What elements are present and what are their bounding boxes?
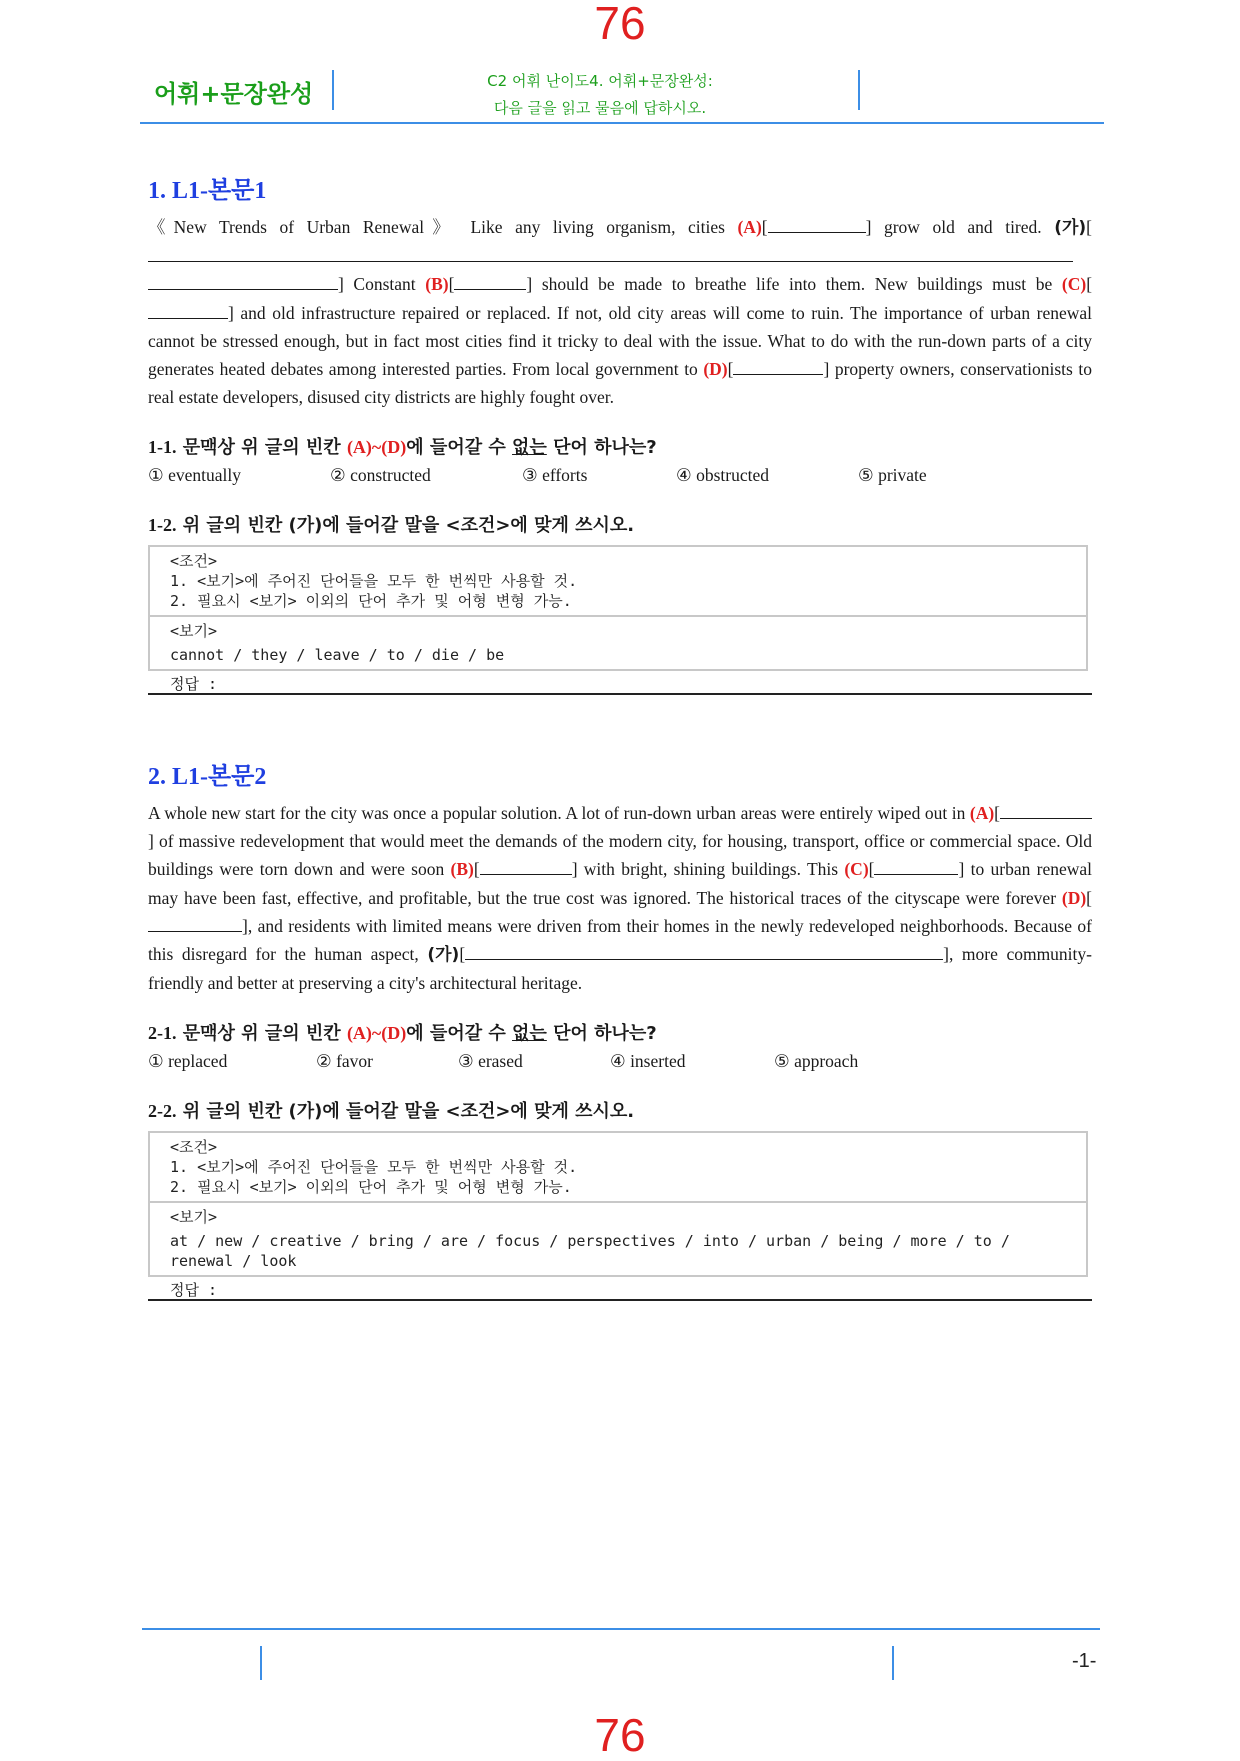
blank-d — [148, 913, 242, 932]
blank-ga — [465, 941, 943, 960]
section-1-title: 1. L1-본문1 — [148, 178, 267, 204]
question-text: 위 글의 빈칸 — [176, 515, 289, 537]
question-emphasis: 없는 — [512, 437, 547, 459]
question-text: 에 들어갈 수 — [406, 437, 513, 459]
choice-5[interactable]: ⑤ approach — [774, 1051, 859, 1072]
question-text: 에 들어갈 말을 <조건>에 맞게 쓰시오. — [322, 1101, 635, 1123]
answer-line-1[interactable]: 정답 : — [148, 671, 1092, 695]
blank-c — [874, 856, 958, 875]
question-ga: (가) — [288, 1101, 323, 1123]
passage-text: A whole new start for the city was once a popular solution. A lot of run-down urban areas were entirely wiped out in — [148, 803, 970, 823]
choice-3[interactable]: ③ efforts — [522, 465, 588, 486]
blank-d — [733, 356, 823, 375]
page-number-top: 76 — [594, 0, 646, 49]
blank-ga — [148, 271, 338, 290]
blank-label-ga: (가) — [427, 945, 460, 966]
passage-text: of massive redevelopment that would meet the demands of the modern city, for housing, transport, office or commercial space. Old buildings were torn down and were soon — [148, 831, 1092, 880]
blank-b — [480, 856, 572, 875]
blank-label-b: (B) — [450, 859, 474, 880]
blank-a — [768, 214, 866, 233]
bogi-section — [150, 1201, 1086, 1275]
question-text: 에 들어갈 말을 <조건>에 맞게 쓰시오. — [322, 515, 635, 537]
question-text: 에 들어갈 수 — [406, 1023, 513, 1045]
question-2-2 — [148, 1097, 1092, 1123]
question-number: 1-2. — [148, 515, 177, 536]
header-rule — [140, 122, 1104, 124]
footer-rule — [142, 1628, 1100, 1630]
header-divider-right — [858, 70, 860, 110]
question-1-2 — [148, 511, 1092, 537]
bogi-label: <보기> — [170, 622, 218, 641]
section-1-passage: 《New Trends of Urban Renewal》 Like any living organism, cities (A)[ ] grow old and tired. (가)[] Constant (B)[ ] should be made to breathe life into them. New buildings must be (C)[] and old infrastructure repaired or replaced. If not, old city areas will come to ruin. The importance of urban renewal cannot be stressed enough, but in fact most cities find it tricky to deal with the issue. What to do with the run-down parts of a city generates heated debates among interested parties. From local government to (D)[ ] property owners, conservationists to real estate developers, disused city districts are highly fought over. — [148, 213, 1092, 411]
choice-1[interactable]: ① eventually — [148, 465, 241, 486]
question-text: 문맥상 위 글의 빈칸 — [176, 437, 347, 459]
question-range: (A)~(D) — [346, 1023, 407, 1044]
passage-text: and old infrastructure repaired or replaced. If not, old city areas will come to ruin. The importance of urban renewal cannot be stressed enough, but in fact most cities find it tricky to deal with the issue. What to do with the run-down parts of a city generates heated debates among interested parties. From local government to — [148, 302, 1092, 380]
question-ga: (가) — [288, 515, 323, 537]
page-number-bottom: 76 — [594, 1709, 646, 1761]
blank-b — [454, 271, 526, 290]
passage-text: Constant — [343, 274, 426, 295]
question-number: 1-1. — [148, 437, 177, 458]
condition-label: <조건> — [170, 1138, 218, 1157]
bogi-section — [150, 615, 1086, 669]
question-2-1 — [148, 1019, 1092, 1045]
choice-1[interactable]: ① replaced — [148, 1051, 228, 1072]
condition-2: 2. 필요시 <보기> 이외의 단어 추가 및 어형 변형 가능. — [170, 592, 572, 611]
bogi-words: cannot / they / leave / to / die / be — [170, 646, 505, 665]
condition-1: 1. <보기>에 주어진 단어들을 모두 한 번씩만 사용할 것. — [170, 572, 578, 591]
passage-text: to urban renewal may have been fast, effective, and profitable, but the true cost was ignored. The historical traces of the cityscape were forever — [148, 859, 1092, 908]
condition-label: <조건> — [170, 552, 218, 571]
choice-4[interactable]: ④ obstructed — [676, 465, 769, 486]
condition-1: 1. <보기>에 주어진 단어들을 모두 한 번씩만 사용할 것. — [170, 1158, 578, 1177]
choice-2[interactable]: ② constructed — [330, 465, 431, 486]
blank-label-c: (C) — [844, 859, 869, 880]
condition-box-2 — [148, 1131, 1088, 1277]
choice-4[interactable]: ④ inserted — [610, 1051, 686, 1072]
passage-text: , and residents with limited means were driven from their homes in the newly redeveloped neighborhoods. Because of this disregard for the human aspect, — [148, 915, 1092, 965]
blank-label-c: (C) — [1061, 274, 1087, 295]
section-2-passage: A whole new start for the city was once a popular solution. A lot of run-down urban areas were entirely wiped out in (A)[] of massive redevelopment that would meet the demands of the modern city, for housing, transport, office or commercial space. Old buildings were torn down and were soon (B)[ ] with bright, shining buildings. This (C)[ ] to urban renewal may have been fast, effective, and profitable, but the true cost was ignored. The historical traces of the cityscape were forever (D)[], and residents with limited means were driven from their homes in the newly redeveloped neighborhoods. Because of this disregard for the human aspect, (가)[ ], more community-friendly and better at preserving a city's architectural heritage. — [148, 799, 1092, 997]
blank-label-d: (D) — [1061, 887, 1087, 908]
header-brand: 어휘+문장완성 — [154, 80, 314, 108]
header — [140, 64, 1104, 124]
blank-label-d: (D) — [703, 359, 728, 380]
question-text: 문맥상 위 글의 빈칸 — [176, 1023, 347, 1045]
condition-box-1 — [148, 545, 1088, 671]
blank-label-a: (A) — [969, 803, 995, 823]
question-number: 2-1. — [148, 1023, 177, 1044]
bogi-words: at / new / creative / bring / are / focus / perspectives / into / urban / being / more / to / renewal / look — [170, 1232, 1010, 1271]
choices-1-1 — [148, 465, 1092, 491]
choices-2-1 — [148, 1051, 1092, 1077]
passage-text: should be made to breathe life into them. New buildings must be — [532, 274, 1062, 295]
question-text: 단어 하나는? — [546, 437, 657, 459]
passage-text: property owners, conservationists to real estate developers, disused city districts are highly fought over. — [148, 359, 1093, 408]
question-number: 2-2. — [148, 1101, 177, 1122]
footer-divider-left — [260, 1646, 262, 1680]
question-emphasis: 없는 — [512, 1023, 547, 1045]
question-text: 단어 하나는? — [546, 1023, 657, 1045]
choice-2[interactable]: ② favor — [316, 1051, 373, 1072]
blank-label-ga: (가) — [1054, 218, 1087, 238]
bogi-label: <보기> — [170, 1208, 218, 1227]
footer-page-number: -1- — [1072, 1650, 1097, 1672]
blank-ga-line1 — [148, 243, 1073, 262]
header-subtitle — [440, 68, 760, 122]
header-subtitle-line2: 다음 글을 읽고 물음에 답하시오. — [493, 99, 707, 117]
question-1-1 — [148, 433, 1092, 459]
blank-label-a: (A) — [737, 217, 762, 237]
section-2 — [148, 756, 1092, 1301]
condition-section — [150, 1133, 1086, 1201]
blank-a — [1000, 800, 1092, 819]
section-1 — [148, 170, 1092, 695]
condition-2: 2. 필요시 <보기> 이외의 단어 추가 및 어형 변형 가능. — [170, 1178, 572, 1197]
blank-c — [148, 300, 228, 319]
passage-text: grow old and tired. — [871, 217, 1055, 237]
question-range: (A)~(D) — [346, 437, 407, 458]
question-text: 위 글의 빈칸 — [176, 1101, 289, 1123]
choice-5[interactable]: ⑤ private — [858, 465, 927, 486]
footer-divider-right — [892, 1646, 894, 1680]
header-subtitle-line1: C2 어휘 난이도4. 어휘+문장완성: — [487, 72, 713, 90]
blank-label-b: (B) — [425, 274, 449, 295]
condition-section — [150, 547, 1086, 615]
passage-text: 《New Trends of Urban Renewal》 Like any living organism, cities — [148, 217, 738, 237]
passage-text: with bright, shining buildings. This — [577, 859, 845, 880]
passage-text: , more community-friendly and better at preserving a city's architectural heritage. — [148, 944, 1092, 994]
answer-line-2[interactable]: 정답 : — [148, 1277, 1092, 1301]
section-2-title: 2. L1-본문2 — [148, 764, 267, 790]
header-divider-left — [332, 70, 334, 110]
choice-3[interactable]: ③ erased — [458, 1051, 523, 1072]
